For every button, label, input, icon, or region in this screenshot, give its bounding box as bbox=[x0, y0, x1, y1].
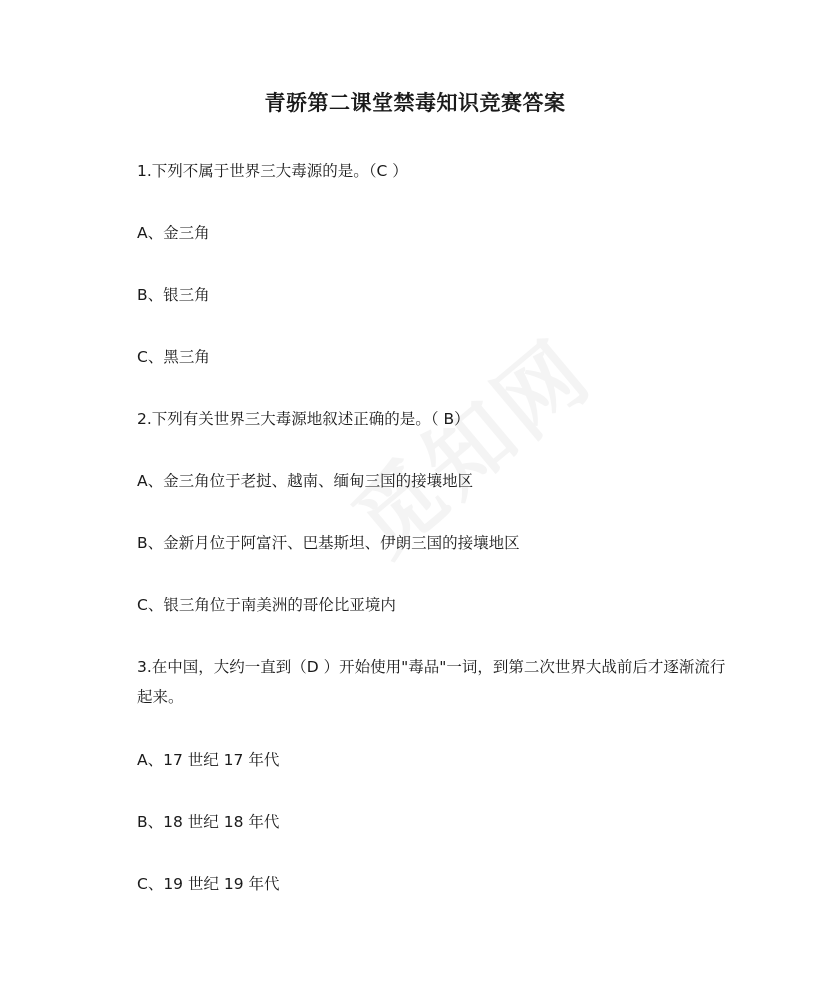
page-title: 青骄第二课堂禁毒知识竞赛答案 bbox=[264, 91, 566, 115]
question-2: 2.下列有关世界三大毒源地叙述正确的是。（ B） bbox=[137, 410, 470, 428]
question-1: 1.下列不属于世界三大毒源的是。（C ） bbox=[137, 162, 408, 180]
question-3-option-a: A、17 世纪 17 年代 bbox=[137, 751, 280, 769]
question-3: 3.在中国，大约一直到（D ）开始使用"毒品"一词，到第二次世界大战前后才逐渐流行起来。 bbox=[137, 658, 726, 706]
question-1-option-b: B、银三角 bbox=[137, 286, 210, 304]
question-2-option-a: A、金三角位于老挝、越南、缅甸三国的接壤地区 bbox=[137, 472, 474, 490]
question-3-option-b: B、18 世纪 18 年代 bbox=[137, 813, 280, 831]
question-3-option-c: C、19 世纪 19 年代 bbox=[137, 875, 280, 893]
question-1-option-a: A、金三角 bbox=[137, 224, 210, 242]
question-2-option-c: C、银三角位于南美洲的哥伦比亚境内 bbox=[137, 596, 396, 614]
question-2-option-b: B、金新月位于阿富汗、巴基斯坦、伊朗三国的接壤地区 bbox=[137, 534, 520, 552]
question-1-option-c: C、黑三角 bbox=[137, 348, 210, 366]
